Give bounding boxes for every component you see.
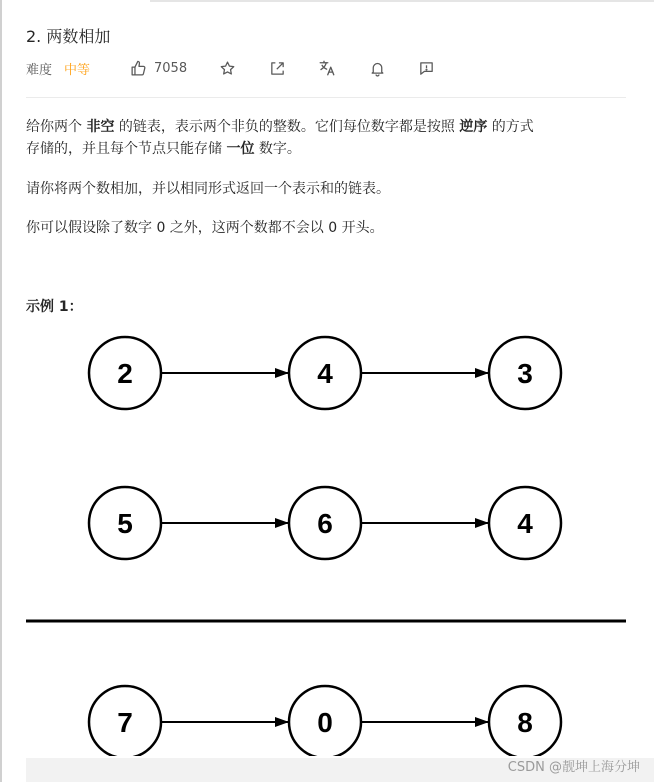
problem-title: 2. 两数相加 [26,27,111,46]
list-node-value: 5 [117,508,133,539]
share-button[interactable] [269,58,286,78]
list-node-value: 7 [117,707,133,738]
linked-list-diagram [0,320,654,756]
list-node-value: 3 [517,358,533,389]
like-button[interactable] [130,58,187,78]
list-node-value: 8 [517,707,533,738]
translate-icon [318,59,336,77]
difficulty [26,58,90,78]
list-node-value: 2 [117,358,133,389]
like-count: 7058 [154,60,188,76]
favorite-button[interactable] [219,58,236,78]
feedback-icon [418,60,435,77]
list-node-value: 6 [317,508,333,539]
desc-text: 存储的，并且每个节点只能存储 [26,141,227,157]
list-node-value: 4 [317,358,333,389]
bell-icon [369,60,386,77]
example-label: 示例 1： [26,299,83,315]
feedback-button[interactable] [418,58,435,78]
desc-emphasis: 非空 [86,119,115,135]
description-paragraph-3: 你可以假设除了数字 0 之外，这两个数都不会以 0 开头。 [26,220,384,236]
desc-emphasis: 一位 [226,141,255,157]
problem-meta-bar [26,58,646,78]
desc-text: 数字。 [254,141,301,157]
list-node-value: 0 [317,707,333,738]
notify-button[interactable] [369,58,386,78]
description-paragraph-1 [26,116,626,160]
desc-text: 的方式 [487,119,534,135]
desc-text: 给你两个 [26,119,87,135]
translate-button[interactable] [318,58,336,78]
difficulty-label: 难度 [26,62,53,78]
share-icon [269,60,286,77]
top-border [150,0,654,2]
star-icon [219,60,236,77]
divider [26,97,626,98]
watermark: CSDN @靓坤上海分坤 [507,760,640,775]
description-paragraph-2: 请你将两个数相加，并以相同形式返回一个表示和的链表。 [26,181,390,197]
thumbs-up-icon [130,60,147,77]
desc-emphasis: 逆序 [459,119,488,135]
desc-text: 的链表，表示两个非负的整数。它们每位数字都是按照 [114,119,460,135]
list-node-value: 4 [517,508,533,539]
difficulty-value: 中等 [64,62,91,78]
